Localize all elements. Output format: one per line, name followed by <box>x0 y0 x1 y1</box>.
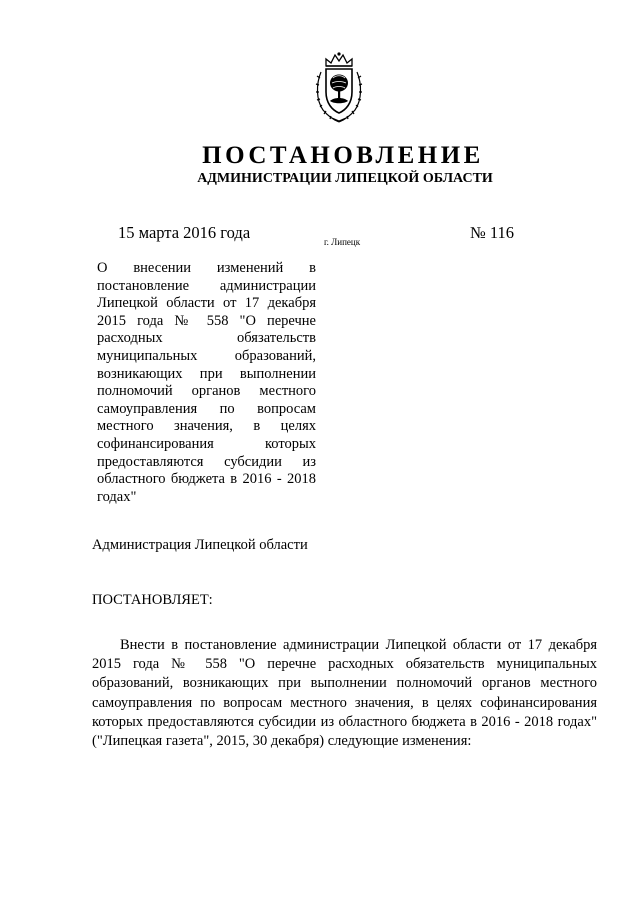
document-number: № 116 <box>470 223 515 242</box>
document-title: ПОСТАНОВЛЕНИЕ <box>202 142 484 169</box>
document-subtitle: АДМИНИСТРАЦИИ ЛИПЕЦКОЙ ОБЛАСТИ <box>197 171 493 186</box>
decree-word: ПОСТАНОВЛЯЕТ: <box>92 592 213 608</box>
coat-of-arms-icon <box>311 50 367 124</box>
document-subject: О внесении изменений в постановление администрации Липецкой области от 17 декабря 2015 года № 558 "О перечне расходных обязательств муниципальных образований, возникающих при выполнении полномочий органов местного самоуправления по вопросам местного значения, в целях софинансирования которых предоставляются субсидии из областного бюджета в 2016 - 2018 годах" <box>97 260 316 505</box>
document-date: 15 марта 2016 года <box>118 223 251 242</box>
body-paragraph: Внести в постановление администрации Липецкой области от 17 декабря 2015 года № 558 "О перечне расходных обязательств муниципальных образований, возникающих при выполнении полномочий органов местного самоуправления по вопросам местного значения, в целях софинансирования которых предоставляются субсидии из областного бюджета в 2016 - 2018 годах" ("Липецкая газета", 2015, 30 декабря) следующие изменения: <box>92 637 597 750</box>
issuer-line: Администрация Липецкой области <box>92 537 308 553</box>
document-city: г. Липецк <box>324 237 361 247</box>
